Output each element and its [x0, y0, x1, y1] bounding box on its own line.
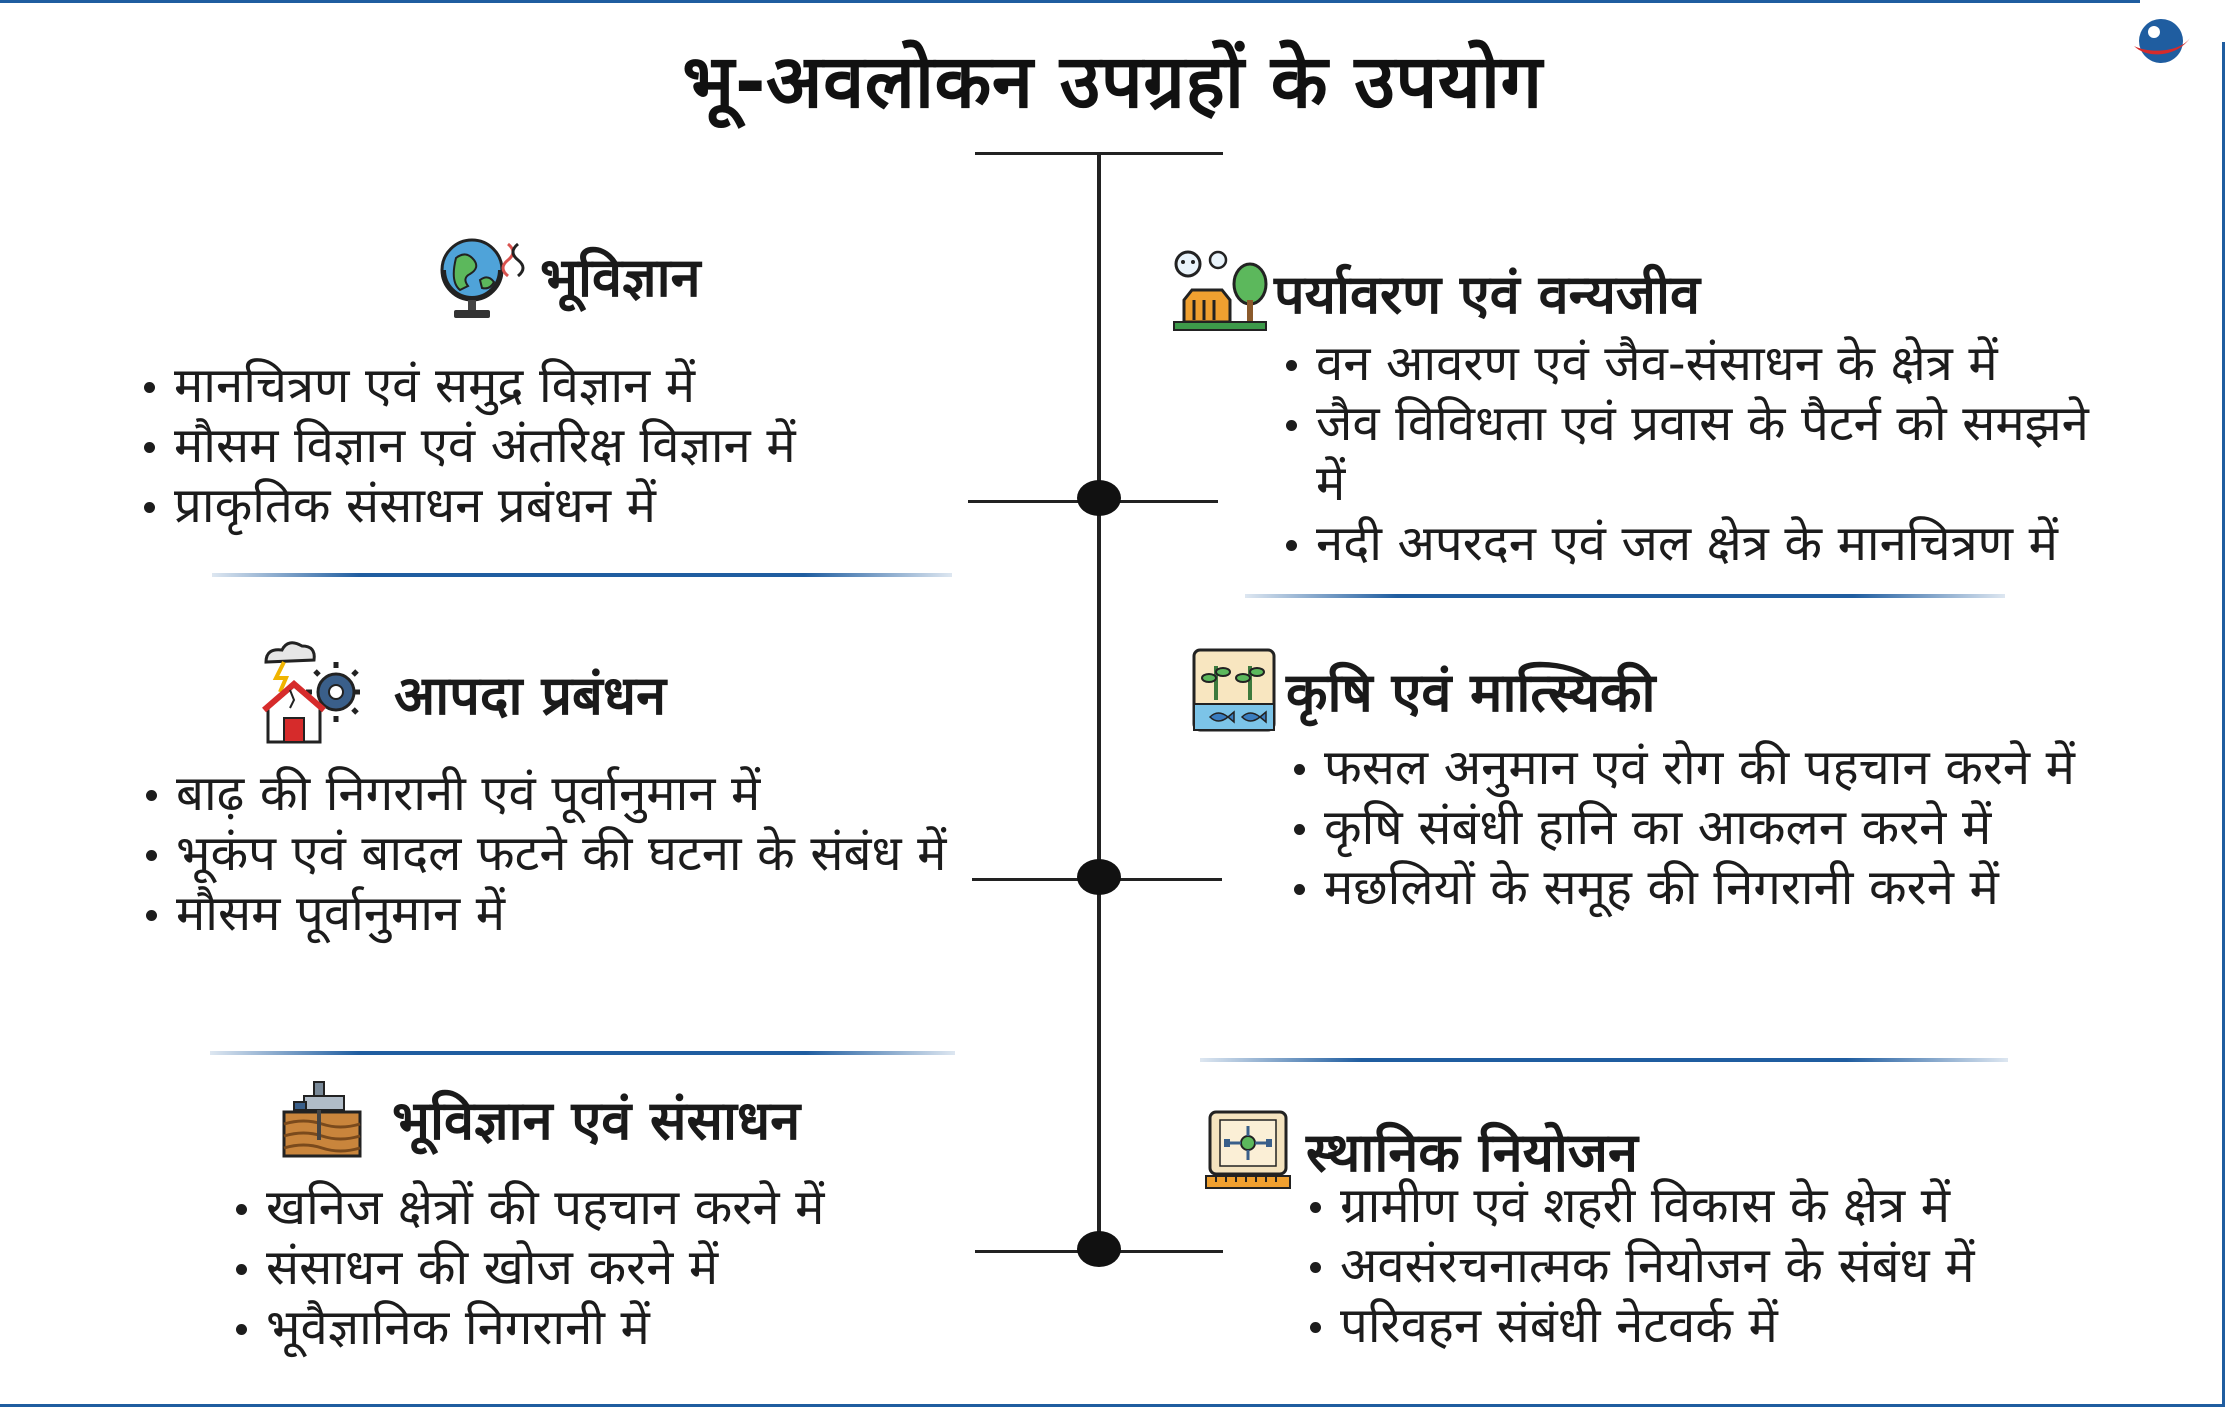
separator-left-2 — [210, 1051, 955, 1055]
list-item: खनिज क्षेत्रों की पहचान करने में — [232, 1178, 824, 1238]
section-heading-environment — [1170, 250, 1700, 334]
list-item: नदी अपरदन एवं जल क्षेत्र के मानचित्रण में — [1282, 514, 2212, 574]
list-item: भूवैज्ञानिक निगरानी में — [232, 1298, 824, 1358]
globe-dna-icon — [434, 228, 526, 322]
list-item: वन आवरण एवं जैव-संसाधन के क्षेत्र में — [1282, 334, 2212, 394]
tiger-tree-icon — [1170, 250, 1270, 334]
list-item: मौसम पूर्वानुमान में — [142, 884, 962, 944]
list-item: मौसम विज्ञान एवं अंतरिक्ष विज्ञान में — [140, 416, 796, 476]
section-heading-agriculture — [1192, 648, 1655, 732]
list-item: फसल अनुमान एवं रोग की पहचान करने में — [1290, 738, 2084, 798]
section-heading-disaster — [254, 638, 666, 748]
frame-top-border — [0, 0, 2140, 3]
timeline-spine — [1097, 152, 1101, 1257]
section-list-geoscience — [140, 356, 796, 536]
section-heading-text: भूविज्ञान एवं संसाधन — [392, 1089, 801, 1152]
list-item: ग्रामीण एवं शहरी विकास के क्षेत्र में — [1306, 1176, 1975, 1236]
section-heading-text: स्थानिक नियोजन — [1306, 1121, 1638, 1184]
section-list-agriculture — [1290, 738, 2190, 918]
list-item: मछलियों के समूह की निगरानी करने में — [1290, 858, 2190, 918]
list-item: बाढ़ की निगरानी एवं पूर्वानुमान में — [142, 764, 962, 824]
separator-right-2 — [1200, 1058, 2008, 1062]
list-item: कृषि संबंधी हानि का आकलन करने में — [1290, 798, 2190, 858]
blueprint-plan-icon — [1204, 1108, 1292, 1192]
section-heading-text: पर्यावरण एवं वन्यजीव — [1274, 263, 1700, 326]
section-list-disaster — [142, 764, 962, 944]
list-item: प्राकृतिक संसाधन प्रबंधन में — [140, 476, 796, 536]
timeline-node-3 — [1077, 1231, 1121, 1267]
list-item: जैव विविधता एवं प्रवास के पैटर्न को समझने में — [1282, 394, 2096, 514]
timeline-node-1 — [1077, 480, 1121, 516]
section-list-resources — [232, 1178, 824, 1358]
separator-right-1 — [1245, 594, 2005, 598]
section-list-spatial — [1306, 1176, 1975, 1356]
timeline-node-2 — [1077, 859, 1121, 895]
list-item: भूकंप एवं बादल फटने की घटना के संबंध में — [142, 824, 976, 884]
list-item: अवसंरचनात्मक नियोजन के संबंध में — [1306, 1236, 1975, 1296]
section-heading-text: कृषि एवं मात्स्यिकी — [1286, 661, 1656, 724]
section-heading-text: भूविज्ञान — [540, 246, 701, 309]
list-item: संसाधन की खोज करने में — [232, 1238, 824, 1298]
timeline-top-cap — [975, 152, 1223, 155]
list-item: मानचित्रण एवं समुद्र विज्ञान में — [140, 356, 796, 416]
section-heading-text: आपदा प्रबंधन — [394, 664, 667, 727]
separator-left-1 — [212, 573, 952, 577]
drill-soil-icon — [282, 1078, 362, 1158]
plants-fish-icon — [1192, 648, 1276, 732]
page-title: भू-अवलोकन उपग्रहों के उपयोग — [682, 39, 1543, 125]
section-heading-geoscience — [434, 228, 701, 322]
section-heading-resources — [282, 1078, 800, 1158]
storm-house-gear-icon — [254, 638, 364, 748]
section-list-environment — [1282, 334, 2212, 574]
list-item: परिवहन संबंधी नेटवर्क में — [1306, 1296, 1975, 1356]
